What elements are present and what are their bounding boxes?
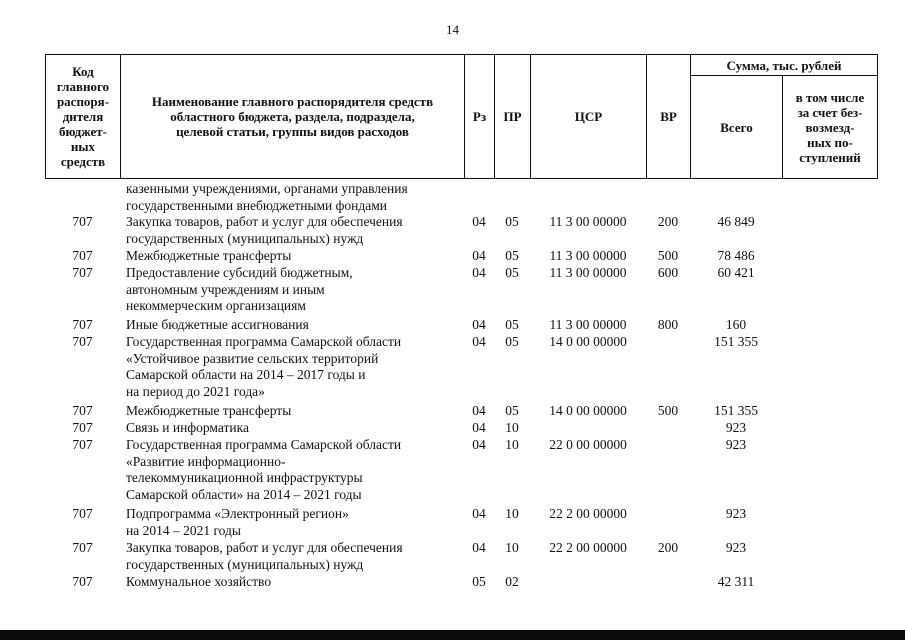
row-pr: 10 <box>505 506 519 521</box>
row-name: Связь и информатика <box>126 420 249 435</box>
row-csr: 22 2 00 00000 <box>549 506 627 521</box>
row-name: Иные бюджетные ассигнования <box>126 317 309 332</box>
row-total: 46 849 <box>717 214 755 229</box>
header-csr: ЦСР <box>574 109 603 124</box>
header-rz: Рз <box>472 109 487 124</box>
row-name: Закупка товаров, работ и услуг для обеспечения государственных (муниципальных) нужд <box>126 540 403 572</box>
row-vr: 500 <box>657 403 679 418</box>
row-pr: 05 <box>505 334 519 349</box>
header-total: Всего <box>720 119 753 135</box>
row-code: 707 <box>72 574 93 589</box>
row-rz: 04 <box>472 403 486 418</box>
row-code: 707 <box>72 540 93 555</box>
row-total: 923 <box>725 540 747 555</box>
row-name: Межбюджетные трансферты <box>126 403 292 418</box>
row-pr: 05 <box>505 317 519 332</box>
row-rz: 04 <box>472 437 486 452</box>
row-name: Закупка товаров, работ и услуг для обеспечения государственных (муниципальных) нужд <box>126 214 403 246</box>
header-bottom-rule <box>45 178 877 179</box>
scan-bottom-edge <box>0 630 905 640</box>
row-rz: 04 <box>472 214 486 229</box>
row-name: Государственная программа Самарской области «Устойчивое развитие сельских территорий Самарской области на 2014 – 2017 годы и на период до 2021 года» <box>126 334 402 399</box>
row-code: 707 <box>72 403 93 418</box>
row-pr: 10 <box>505 540 519 555</box>
row-pr: 05 <box>505 403 519 418</box>
row-rz: 04 <box>472 334 486 349</box>
row-rz: 04 <box>472 317 486 332</box>
row-code: 707 <box>72 317 93 332</box>
row-pr: 05 <box>505 214 519 229</box>
row-code: 707 <box>72 420 93 435</box>
row-csr: 14 0 00 00000 <box>549 403 627 418</box>
border-right <box>877 54 878 179</box>
row-vr: 500 <box>657 248 679 263</box>
header-pr: ПР <box>503 109 522 124</box>
row-total: 151 355 <box>714 403 758 418</box>
row-pr: 02 <box>505 574 519 589</box>
row-name: Предоставление субсидий бюджетным, автономным учреждениям и иным некоммерческим организациям <box>126 265 353 313</box>
row-name: Государственная программа Самарской области «Развитие информационно- телекоммуникационной инфраструктуры Самарской области» на 2014 – 2021 годы <box>126 437 402 502</box>
row-name: Коммунальное хозяйство <box>126 574 272 589</box>
header-code: Код главного распоря- дителя бюджет- ных средств <box>56 64 110 169</box>
row-rz: 04 <box>472 420 486 435</box>
header-vr: ВР <box>660 109 677 124</box>
row-rz: 04 <box>472 506 486 521</box>
row-vr: 200 <box>657 214 679 229</box>
header-sum-group: Сумма, тыс. рублей <box>726 57 842 73</box>
row-csr: 22 2 00 00000 <box>549 540 627 555</box>
header-free-receipts: в том числе за счет без- возмезд- ных по- ступлений <box>795 89 865 165</box>
row-code: 707 <box>72 506 93 521</box>
row-pr: 10 <box>505 437 519 452</box>
row-rz: 05 <box>472 574 486 589</box>
row-vr: 600 <box>657 265 679 280</box>
row-rz: 04 <box>472 248 486 263</box>
row-total: 151 355 <box>714 334 758 349</box>
page-number: 14 <box>446 22 459 37</box>
row-vr: 200 <box>657 540 679 555</box>
row-pr: 05 <box>505 248 519 263</box>
row-rz: 04 <box>472 265 486 280</box>
row-code: 707 <box>72 248 93 263</box>
row-total: 923 <box>725 420 747 435</box>
row-pr: 10 <box>505 420 519 435</box>
row-vr: 800 <box>657 317 679 332</box>
row-csr: 11 3 00 00000 <box>549 317 627 332</box>
header-name: Наименование главного распорядителя средств областного бюджета, раздела, подраздела, целевой статьи, группы видов расходов <box>151 94 434 139</box>
row-pr: 05 <box>505 265 519 280</box>
row-total: 78 486 <box>717 248 755 263</box>
row-csr: 11 3 00 00000 <box>549 248 627 263</box>
row-csr: 11 3 00 00000 <box>549 265 627 280</box>
row-total: 160 <box>725 317 747 332</box>
row-name: казенными учреждениями, органами управления государственными внебюджетными фондами <box>126 181 408 213</box>
row-total: 60 421 <box>717 265 755 280</box>
row-csr: 11 3 00 00000 <box>549 214 627 229</box>
row-name: Подпрограмма «Электронный регион» на 2014 – 2021 годы <box>126 506 349 538</box>
row-rz: 04 <box>472 540 486 555</box>
row-code: 707 <box>72 437 93 452</box>
row-code: 707 <box>72 214 93 229</box>
row-csr: 14 0 00 00000 <box>549 334 627 349</box>
row-total: 923 <box>725 506 747 521</box>
row-name: Межбюджетные трансферты <box>126 248 292 263</box>
row-code: 707 <box>72 265 93 280</box>
row-total: 923 <box>725 437 747 452</box>
row-code: 707 <box>72 334 93 349</box>
row-csr: 22 0 00 00000 <box>549 437 627 452</box>
row-total: 42 311 <box>717 574 755 589</box>
